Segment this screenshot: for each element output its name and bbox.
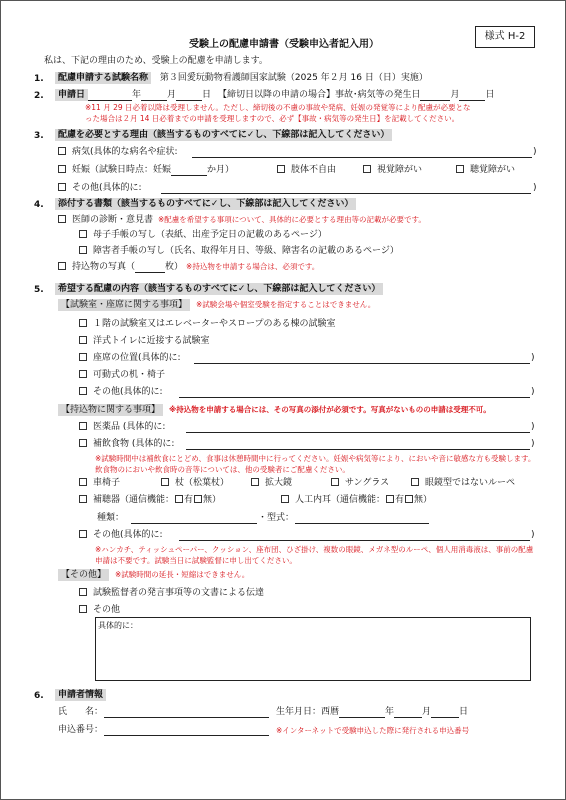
doc-disability[interactable]: 障害者手帳の写し（氏名、取得年月日、等級、障害名の記載のあるページ）: [79, 246, 399, 257]
day-label: 日: [202, 90, 212, 100]
room-item-2[interactable]: 洋式トイレに近接する試験室: [79, 336, 210, 347]
section-5-label: 希望する配慮の内容（該当するものすべてに✓し、下線部は記入してください）: [55, 284, 383, 295]
room-item-3[interactable]: 座席の位置(具体的に:: [79, 353, 181, 364]
kind-label: 種類：: [97, 513, 125, 523]
app-no-label: 申込番号：: [58, 725, 104, 735]
checkbox[interactable]: [79, 478, 87, 486]
checkbox[interactable]: [58, 165, 66, 173]
doc-photo[interactable]: 持込物の写真（ 枚） ※持込物を申請する場合は、必須です。: [58, 262, 319, 273]
exam-name: 第３回愛玩動物看護師国家試験（2025 年２月 16 日（日）実施）: [159, 73, 428, 83]
section-4-label: 添付する書類（該当するものすべてに✓し、下線部は記入してください）: [55, 199, 356, 210]
close-paren: ): [531, 439, 535, 449]
checkbox[interactable]: [58, 183, 66, 191]
cochlear-has-checkbox[interactable]: [386, 495, 394, 503]
reason-limb[interactable]: 肢体不自由: [277, 165, 336, 176]
specific-label: 具体的に：: [98, 621, 138, 630]
room-item-1[interactable]: １階の試験室又はエレベーターやスロープのある棟の試験室: [79, 319, 336, 330]
apply-day-field[interactable]: [176, 91, 202, 101]
section-1-number: 1.: [34, 74, 44, 84]
birth-month-field[interactable]: [394, 708, 422, 718]
cochlear-none-checkbox[interactable]: [405, 495, 413, 503]
item-wheelchair[interactable]: 車椅子: [79, 478, 120, 489]
kind-field[interactable]: [131, 513, 257, 524]
item-medicine[interactable]: 医薬品 (具体的に:: [79, 422, 165, 433]
item-other[interactable]: その他(具体的に:: [79, 530, 163, 541]
deadline-label: 【締切日以降の申請の場合】事故･病気等の発生日: [217, 90, 421, 100]
month-label-2: 月: [450, 90, 460, 100]
close-paren: ): [531, 387, 535, 397]
room-item-4[interactable]: 可動式の机・椅子: [79, 370, 165, 381]
close-paren: ): [533, 183, 537, 193]
room-other-field[interactable]: [179, 387, 530, 398]
medicine-field[interactable]: [186, 422, 530, 433]
disease-field[interactable]: [192, 147, 532, 158]
apply-year-field[interactable]: [88, 91, 132, 101]
birth-day-field[interactable]: [431, 708, 459, 718]
item-sunglasses[interactable]: サングラス: [331, 478, 389, 489]
checkbox[interactable]: [79, 353, 87, 361]
room-item-5[interactable]: その他(具体的に:: [79, 387, 163, 398]
model-field[interactable]: [295, 513, 429, 524]
item-cochlear[interactable]: 人工内耳（通信機能： 有 無）: [281, 495, 432, 506]
checkbox[interactable]: [58, 147, 66, 155]
day-label-2: 日: [485, 90, 495, 100]
checkbox[interactable]: [161, 478, 169, 486]
name-label: 氏 名：: [58, 707, 104, 717]
food-field[interactable]: [186, 439, 530, 450]
reason-other-field[interactable]: [161, 183, 531, 194]
doc-doctor[interactable]: 医師の診断・意見書 ※配慮を希望する事項について、具体的に必要とする理由等の記載が必要です。: [58, 215, 426, 226]
specific-textarea[interactable]: [95, 617, 531, 681]
checkbox[interactable]: [79, 495, 87, 503]
checkbox[interactable]: [277, 165, 285, 173]
items-heading: 【持込物に関する事項】 ※持込物を申請する場合には、その写真の添付が必須です。写真がないものの申請は受理不可。: [58, 405, 491, 416]
name-field[interactable]: [104, 707, 269, 718]
checkbox[interactable]: [456, 165, 464, 173]
misc-heading: 【その他】 ※試験時間の延長・短縮はできません。: [58, 570, 249, 581]
checkbox[interactable]: [79, 319, 87, 327]
section-6-label: 申請者情報: [55, 690, 106, 701]
checkbox[interactable]: [79, 387, 87, 395]
checkbox[interactable]: [79, 530, 87, 538]
birthdate: 生年月日：西暦 年 月 日: [276, 707, 469, 717]
item-hearing-aid[interactable]: 補聴器（通信機能： 有 無）: [79, 495, 221, 506]
birth-year-field[interactable]: [339, 708, 385, 718]
checkbox[interactable]: [79, 370, 87, 378]
reason-other[interactable]: その他(具体的に:: [58, 183, 142, 194]
checkbox[interactable]: [251, 478, 259, 486]
checkbox[interactable]: [79, 588, 87, 596]
close-paren: ): [531, 353, 535, 363]
checkbox[interactable]: [79, 439, 87, 447]
section-3-label: 配慮を必要とする理由（該当するものすべてに✓し、下線部は記入してください）: [55, 130, 392, 141]
item-loupe[interactable]: 眼鏡型ではないルーペ: [411, 478, 515, 489]
food-note: ※試験時間中は補飲食にとどめ、食事は休憩時間中に行ってください。妊娠や病気等により、においや音に敏感な方も受験します。飲食物のにおいや飲食時の音等については、他の受験者にご配慮ください。: [95, 454, 536, 474]
reason-pregnancy[interactable]: 妊娠（試験日時点：妊娠 か月）: [58, 165, 234, 176]
form-id-box: 様式 H-2: [475, 26, 535, 48]
app-no-field[interactable]: [104, 725, 269, 736]
section-3-number: 3.: [34, 131, 44, 141]
close-paren: ): [531, 422, 535, 432]
section-1-label: 配慮申請する試験名称: [55, 72, 151, 84]
deadline-note-1: ※11 月 29 日必着以降は受理しません。ただし、締切後の不慮の事故や発病、妊娠の発覚等により配慮が必要とな: [85, 103, 471, 112]
misc-item-1[interactable]: 試験監督者の発言事項等の文書による伝達: [79, 588, 264, 599]
room-heading: 【試験室・座席に関する事項】 ※試験会場や個室受験を指定することはできません。: [58, 300, 375, 311]
section-5-number: 5.: [34, 285, 44, 295]
checkbox[interactable]: [79, 422, 87, 430]
app-no-note: ※インターネットで受験申込した際に発行される申込番号: [276, 726, 470, 735]
checkbox[interactable]: [79, 336, 87, 344]
incident-month-field[interactable]: [420, 91, 450, 101]
misc-item-2[interactable]: その他: [79, 605, 120, 616]
model-label: ・型式：: [258, 513, 295, 523]
checkbox[interactable]: [411, 478, 419, 486]
checkbox[interactable]: [79, 230, 87, 238]
reason-visual[interactable]: 視覚障がい: [363, 165, 422, 176]
seat-position-field[interactable]: [194, 353, 530, 364]
page-title: 受験上の配慮申請書（受験申込者記入用）: [189, 39, 379, 50]
apply-month-field[interactable]: [141, 91, 167, 101]
close-paren: ): [531, 530, 535, 540]
hearing-aid-has-checkbox[interactable]: [175, 495, 183, 503]
section-2-label: 申請日: [55, 89, 88, 101]
item-other-note: ※ハンカチ、ティッシュペーパー、クッション、座布団、ひざ掛け、複数の眼鏡、メガネ型のルーペ、個人用消毒液は、事前の配慮申請は不要です。試験当日に試験監督に申し出てください。: [95, 545, 534, 565]
section-4-number: 4.: [34, 200, 44, 210]
checkbox[interactable]: [79, 605, 87, 613]
photo-count-field[interactable]: [135, 263, 165, 273]
close-paren: ): [533, 147, 537, 157]
incident-day-field[interactable]: [459, 91, 485, 101]
checkbox[interactable]: [58, 215, 66, 223]
doc-maternity[interactable]: 母子手帳の写し（表紙、出産予定日の記載のあるページ）: [79, 230, 327, 241]
pregnancy-months-field[interactable]: [171, 166, 207, 176]
checkbox[interactable]: [79, 246, 87, 254]
item-magnifier[interactable]: 拡大鏡: [251, 478, 292, 489]
checkbox[interactable]: [363, 165, 371, 173]
section-1: [55, 73, 428, 84]
reason-disease[interactable]: 病気(具体的な病名や症状:: [58, 147, 178, 158]
section-2-number: 2.: [34, 91, 44, 101]
section-2: [55, 90, 494, 101]
item-other-field[interactable]: [179, 530, 530, 541]
item-food[interactable]: 補飲食物 (具体的に:: [79, 439, 174, 450]
month-label: 月: [167, 90, 177, 100]
section-6-number: 6.: [34, 691, 44, 701]
year-label: 年: [132, 90, 142, 100]
deadline-note-2: った場合は２月 14 日必着までの申請を受理しますので、必ず【事故・病気等の発生日】を記載してください。: [85, 114, 460, 123]
reason-hearing[interactable]: 聴覚障がい: [456, 165, 515, 176]
hearing-aid-none-checkbox[interactable]: [194, 495, 202, 503]
checkbox[interactable]: [281, 495, 289, 503]
checkbox[interactable]: [331, 478, 339, 486]
item-cane[interactable]: 杖（松葉杖）: [161, 478, 229, 489]
checkbox[interactable]: [58, 262, 66, 270]
intro-text: 私は、下記の理由のため、受験上の配慮を申請します。: [44, 56, 268, 66]
